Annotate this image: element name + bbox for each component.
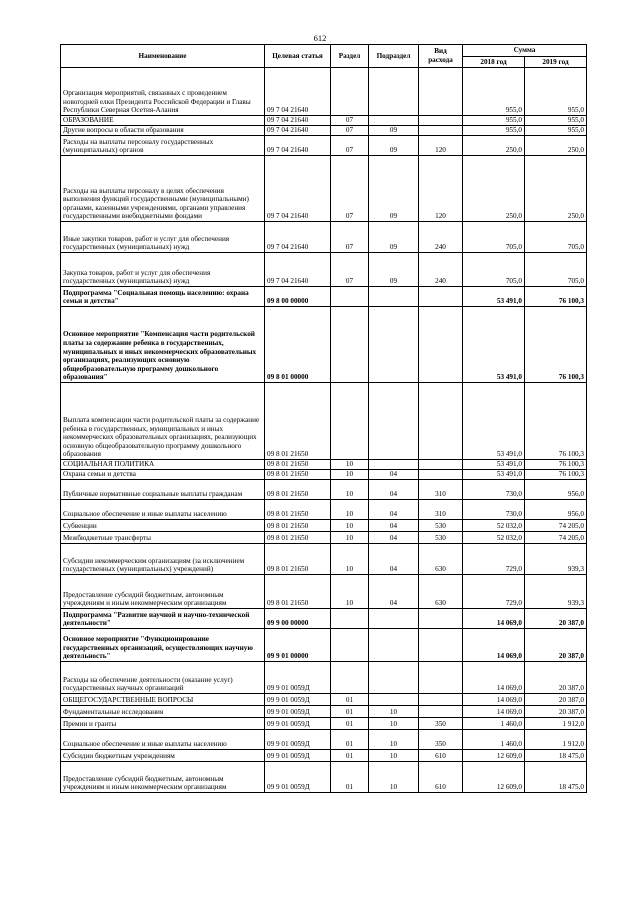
table-row	[61, 694, 587, 706]
header-year-2019: 2019 год	[525, 57, 587, 68]
table-row	[61, 750, 587, 762]
cell-section: 10	[331, 470, 369, 480]
table-row	[61, 222, 587, 253]
cell-section	[331, 287, 369, 307]
cell-sum-2018: 729,0	[463, 544, 525, 575]
cell-target-article: 09 8 01 21650	[265, 383, 331, 460]
cell-expense-type: 630	[419, 575, 463, 609]
cell-subsection	[369, 307, 419, 383]
cell-target-article: 09 7 04 21640	[265, 156, 331, 222]
cell-subsection	[369, 383, 419, 460]
cell-section: 10	[331, 575, 369, 609]
cell-target-article: 09 9 01 0059Д	[265, 662, 331, 694]
cell-sum-2018: 12 609,0	[463, 750, 525, 762]
cell-section: 07	[331, 156, 369, 222]
cell-expense-type	[419, 116, 463, 126]
cell-sum-2019: 939,3	[525, 544, 587, 575]
cell-sum-2019: 20 387,0	[525, 609, 587, 629]
cell-sum-2018: 53 491,0	[463, 460, 525, 470]
cell-expense-type: 350	[419, 718, 463, 730]
cell-name: Расходы на выплаты персоналу государственных (муниципальных) органов	[61, 136, 265, 156]
cell-expense-type	[419, 287, 463, 307]
cell-sum-2018: 705,0	[463, 222, 525, 253]
cell-sum-2019: 250,0	[525, 156, 587, 222]
cell-subsection	[369, 694, 419, 706]
budget-table	[60, 44, 587, 793]
cell-expense-type	[419, 126, 463, 136]
cell-target-article: 09 8 01 21650	[265, 470, 331, 480]
cell-sum-2018: 1 460,0	[463, 718, 525, 730]
cell-section: 07	[331, 136, 369, 156]
table-row	[61, 662, 587, 694]
cell-expense-type: 240	[419, 253, 463, 287]
cell-target-article: 09 8 00 00000	[265, 287, 331, 307]
table-row	[61, 287, 587, 307]
header-year-2018: 2018 год	[463, 57, 525, 68]
cell-sum-2019: 76 100,3	[525, 287, 587, 307]
cell-sum-2019: 955,0	[525, 116, 587, 126]
cell-target-article: 09 8 01 21650	[265, 575, 331, 609]
cell-sum-2019: 955,0	[525, 126, 587, 136]
cell-section: 01	[331, 706, 369, 718]
cell-target-article: 09 9 01 0059Д	[265, 694, 331, 706]
cell-expense-type: 310	[419, 500, 463, 520]
cell-sum-2018: 1 460,0	[463, 730, 525, 750]
cell-name: Премии и гранты	[61, 718, 265, 730]
cell-subsection	[369, 609, 419, 629]
table-row	[61, 730, 587, 750]
cell-name: Другие вопросы в области образования	[61, 126, 265, 136]
cell-target-article: 09 8 01 21650	[265, 544, 331, 575]
table-header	[61, 45, 587, 68]
cell-expense-type	[419, 460, 463, 470]
cell-expense-type: 120	[419, 156, 463, 222]
cell-expense-type	[419, 662, 463, 694]
cell-subsection: 04	[369, 500, 419, 520]
cell-subsection	[369, 68, 419, 116]
table-row	[61, 383, 587, 460]
cell-name: Межбюджетные трансферты	[61, 532, 265, 544]
cell-expense-type	[419, 706, 463, 718]
cell-expense-type: 240	[419, 222, 463, 253]
cell-target-article: 09 9 01 00000	[265, 629, 331, 662]
cell-subsection: 04	[369, 544, 419, 575]
cell-sum-2018: 14 069,0	[463, 706, 525, 718]
cell-subsection	[369, 460, 419, 470]
header-expense-type	[419, 45, 463, 68]
cell-subsection: 10	[369, 706, 419, 718]
cell-target-article: 09 7 04 21640	[265, 222, 331, 253]
cell-section: 10	[331, 480, 369, 500]
cell-expense-type: 530	[419, 532, 463, 544]
cell-section	[331, 68, 369, 116]
cell-expense-type: 120	[419, 136, 463, 156]
cell-expense-type: 630	[419, 544, 463, 575]
cell-subsection: 04	[369, 480, 419, 500]
cell-name: Социальное обеспечение и иные выплаты населению	[61, 730, 265, 750]
cell-target-article: 09 8 01 21650	[265, 500, 331, 520]
cell-sum-2019: 76 100,3	[525, 307, 587, 383]
cell-subsection: 10	[369, 718, 419, 730]
cell-section: 10	[331, 500, 369, 520]
cell-expense-type	[419, 694, 463, 706]
cell-expense-type	[419, 470, 463, 480]
cell-sum-2018: 14 069,0	[463, 694, 525, 706]
cell-name: Основное мероприятие "Функционирование государственных организаций, осуществляющих научную деятельность"	[61, 629, 265, 662]
cell-subsection: 04	[369, 532, 419, 544]
cell-expense-type	[419, 307, 463, 383]
cell-subsection: 04	[369, 575, 419, 609]
cell-sum-2018: 14 069,0	[463, 609, 525, 629]
cell-name: СОЦИАЛЬНАЯ ПОЛИТИКА	[61, 460, 265, 470]
cell-target-article: 09 9 01 0059Д	[265, 718, 331, 730]
cell-section: 01	[331, 694, 369, 706]
cell-section: 07	[331, 253, 369, 287]
table-row	[61, 532, 587, 544]
table-row	[61, 500, 587, 520]
cell-sum-2019: 1 912,0	[525, 718, 587, 730]
cell-section	[331, 383, 369, 460]
cell-name: Организация мероприятий, связанных с проведением новогодней елки Президента Российской Федерации и Главы Республики Северная Осетия-Алания	[61, 68, 265, 116]
table-row	[61, 136, 587, 156]
cell-target-article: 09 9 01 0059Д	[265, 750, 331, 762]
cell-sum-2018: 53 491,0	[463, 383, 525, 460]
cell-name: Расходы на обеспечение деятельности (оказание услуг) государственных научных организаций	[61, 662, 265, 694]
cell-sum-2019: 20 387,0	[525, 694, 587, 706]
cell-name: Выплата компенсации части родительской платы за содержание ребенка в государственных, муниципальных и иных некоммерческих образовательных организациях, реализующих основную общеобразовательную программу дошкольного образования	[61, 383, 265, 460]
cell-expense-type: 610	[419, 762, 463, 793]
cell-expense-type: 610	[419, 750, 463, 762]
cell-sum-2019: 1 912,0	[525, 730, 587, 750]
cell-sum-2018: 250,0	[463, 156, 525, 222]
table-body	[61, 68, 587, 793]
table-row	[61, 520, 587, 532]
cell-subsection	[369, 287, 419, 307]
cell-name: Основное мероприятие "Компенсация части родительской платы за содержание ребенка в государственных, муниципальных и иных некоммерческих образовательных организациях, реализующих основную общеобразовательную программу дошкольного образования"	[61, 307, 265, 383]
cell-sum-2019: 18 475,0	[525, 762, 587, 793]
cell-name: Субсидии бюджетным учреждениям	[61, 750, 265, 762]
cell-section: 01	[331, 730, 369, 750]
table-row	[61, 156, 587, 222]
cell-sum-2018: 955,0	[463, 126, 525, 136]
cell-sum-2019: 76 100,3	[525, 383, 587, 460]
table-row	[61, 575, 587, 609]
cell-name: Охрана семьи и детства	[61, 470, 265, 480]
header-section: Раздел	[331, 45, 369, 68]
cell-sum-2019: 74 205,0	[525, 532, 587, 544]
cell-target-article: 09 7 04 21640	[265, 116, 331, 126]
cell-name: Субвенции	[61, 520, 265, 532]
cell-expense-type: 310	[419, 480, 463, 500]
cell-section	[331, 609, 369, 629]
table-row	[61, 718, 587, 730]
cell-section: 10	[331, 544, 369, 575]
cell-sum-2018: 955,0	[463, 116, 525, 126]
table-row	[61, 68, 587, 116]
cell-name: Подпрограмма "Развитие научной и научно-технической деятельности"	[61, 609, 265, 629]
cell-section	[331, 662, 369, 694]
cell-target-article: 09 8 01 21650	[265, 520, 331, 532]
cell-target-article: 09 9 01 0059Д	[265, 762, 331, 793]
cell-subsection: 10	[369, 730, 419, 750]
cell-sum-2018: 14 069,0	[463, 629, 525, 662]
cell-sum-2018: 12 609,0	[463, 762, 525, 793]
cell-sum-2019: 705,0	[525, 253, 587, 287]
cell-subsection: 04	[369, 520, 419, 532]
cell-expense-type	[419, 629, 463, 662]
header-target-article: Целевая статья	[265, 45, 331, 68]
header-expense-type-line2: расхода	[428, 56, 453, 64]
cell-section: 10	[331, 460, 369, 470]
cell-subsection: 10	[369, 762, 419, 793]
cell-section: 07	[331, 126, 369, 136]
cell-section: 07	[331, 222, 369, 253]
cell-sum-2019: 956,0	[525, 480, 587, 500]
cell-section: 10	[331, 520, 369, 532]
cell-sum-2019: 20 387,0	[525, 662, 587, 694]
cell-expense-type	[419, 68, 463, 116]
cell-sum-2018: 52 032,0	[463, 520, 525, 532]
table-row	[61, 116, 587, 126]
cell-sum-2019: 76 100,3	[525, 470, 587, 480]
cell-sum-2019: 74 205,0	[525, 520, 587, 532]
table-row	[61, 126, 587, 136]
cell-expense-type	[419, 383, 463, 460]
cell-target-article: 09 8 01 00000	[265, 307, 331, 383]
cell-subsection: 09	[369, 253, 419, 287]
cell-sum-2018: 53 491,0	[463, 307, 525, 383]
cell-name: Фундаментальные исследования	[61, 706, 265, 718]
cell-name: Субсидии некоммерческим организациям (за исключением государственных (муниципальных) учреждений)	[61, 544, 265, 575]
cell-name: ОБЩЕГОСУДАРСТВЕННЫЕ ВОПРОСЫ	[61, 694, 265, 706]
cell-section	[331, 307, 369, 383]
cell-section: 07	[331, 116, 369, 126]
cell-target-article: 09 7 04 21640	[265, 126, 331, 136]
table-row	[61, 762, 587, 793]
cell-subsection: 09	[369, 156, 419, 222]
cell-sum-2019: 939,3	[525, 575, 587, 609]
cell-section: 01	[331, 750, 369, 762]
cell-sum-2018: 53 491,0	[463, 470, 525, 480]
table-row	[61, 253, 587, 287]
cell-sum-2018: 250,0	[463, 136, 525, 156]
cell-sum-2019: 705,0	[525, 222, 587, 253]
table-row	[61, 609, 587, 629]
cell-section: 10	[331, 532, 369, 544]
cell-sum-2019: 20 387,0	[525, 706, 587, 718]
cell-name: Расходы на выплаты персоналу в целях обеспечения выполнения функций государственными (муниципальными) органами, казенными учреждениями, органами управления государственными внебюджетными фондами	[61, 156, 265, 222]
table-row	[61, 307, 587, 383]
cell-sum-2018: 53 491,0	[463, 287, 525, 307]
cell-name: Предоставление субсидий бюджетным, автономным учреждениям и иным некоммерческим организациям	[61, 575, 265, 609]
cell-sum-2018: 14 069,0	[463, 662, 525, 694]
cell-target-article: 09 7 04 21640	[265, 136, 331, 156]
header-sum: Сумма	[463, 45, 587, 57]
cell-name: Предоставление субсидий бюджетным, автономным учреждениям и иным некоммерческим организациям	[61, 762, 265, 793]
cell-target-article: 09 8 01 21650	[265, 480, 331, 500]
cell-name: Публичные нормативные социальные выплаты гражданам	[61, 480, 265, 500]
table-row	[61, 460, 587, 470]
cell-sum-2019: 76 100,3	[525, 460, 587, 470]
cell-name: Иные закупки товаров, работ и услуг для обеспечения государственных (муниципальных) нужд	[61, 222, 265, 253]
cell-target-article: 09 9 01 0059Д	[265, 730, 331, 750]
header-subsection: Подраздел	[369, 45, 419, 68]
cell-sum-2018: 955,0	[463, 68, 525, 116]
cell-section: 01	[331, 718, 369, 730]
cell-subsection	[369, 662, 419, 694]
cell-name: ОБРАЗОВАНИЕ	[61, 116, 265, 126]
cell-subsection: 09	[369, 136, 419, 156]
header-name: Наименование	[61, 45, 265, 68]
cell-name: Закупка товаров, работ и услуг для обеспечения государственных (муниципальных) нужд	[61, 253, 265, 287]
cell-section	[331, 629, 369, 662]
cell-section: 01	[331, 762, 369, 793]
cell-name: Подпрограмма "Социальная помощь населению: охрана семьи и детства"	[61, 287, 265, 307]
cell-target-article: 09 8 01 21650	[265, 532, 331, 544]
header-expense-type-line1: Вид	[434, 47, 447, 56]
cell-target-article: 09 7 04 21640	[265, 68, 331, 116]
cell-sum-2018: 729,0	[463, 575, 525, 609]
cell-subsection: 09	[369, 126, 419, 136]
cell-sum-2018: 52 032,0	[463, 532, 525, 544]
cell-expense-type: 530	[419, 520, 463, 532]
cell-sum-2019: 250,0	[525, 136, 587, 156]
cell-subsection	[369, 629, 419, 662]
table-row	[61, 470, 587, 480]
cell-sum-2018: 730,0	[463, 500, 525, 520]
cell-target-article: 09 9 01 0059Д	[265, 706, 331, 718]
cell-sum-2019: 956,0	[525, 500, 587, 520]
cell-sum-2018: 705,0	[463, 253, 525, 287]
table-row	[61, 480, 587, 500]
cell-sum-2019: 955,0	[525, 68, 587, 116]
cell-target-article: 09 7 04 21640	[265, 253, 331, 287]
cell-sum-2019: 20 387,0	[525, 629, 587, 662]
page-number: 612	[313, 33, 327, 43]
cell-name: Социальное обеспечение и иные выплаты населению	[61, 500, 265, 520]
cell-subsection	[369, 116, 419, 126]
cell-expense-type	[419, 609, 463, 629]
cell-subsection: 09	[369, 222, 419, 253]
cell-subsection: 10	[369, 750, 419, 762]
cell-target-article: 09 9 00 00000	[265, 609, 331, 629]
cell-subsection: 04	[369, 470, 419, 480]
table-row	[61, 706, 587, 718]
cell-target-article: 09 8 01 21650	[265, 460, 331, 470]
cell-expense-type: 350	[419, 730, 463, 750]
table-row	[61, 629, 587, 662]
cell-sum-2018: 730,0	[463, 480, 525, 500]
cell-sum-2019: 18 475,0	[525, 750, 587, 762]
table-row	[61, 544, 587, 575]
